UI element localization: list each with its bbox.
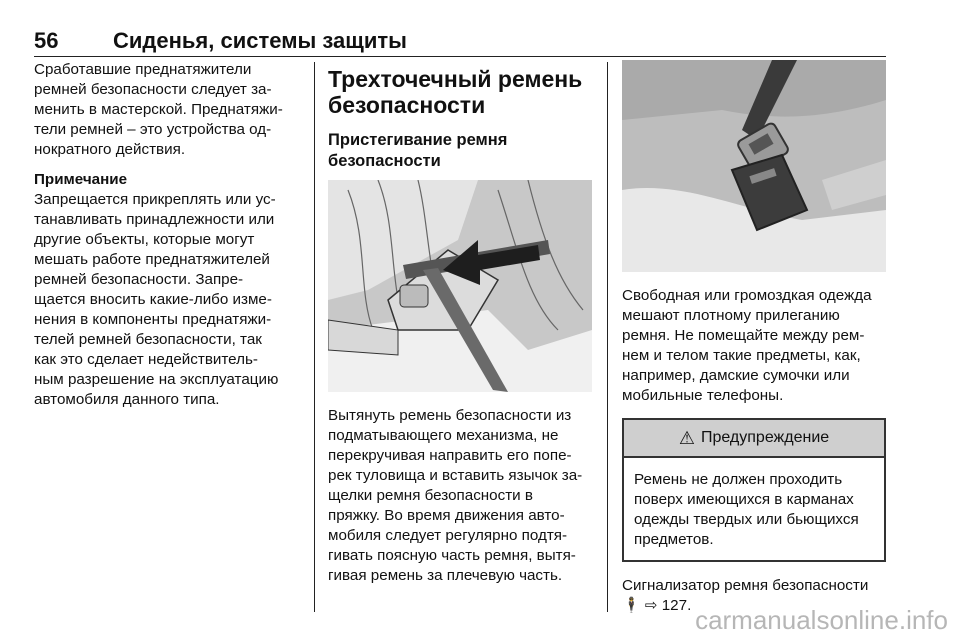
warning-text: Ремень не должен проходить поверх имеющихся в карманах одежды твердых или бьющихся предметов. (634, 471, 859, 548)
note-block (34, 170, 300, 410)
pretensioner-paragraph: Сработавшие преднатяжители ремней безопасности следует за- менить в мастерской. Преднатяжи- тели ремней – это устройства од- нократного действия. (34, 61, 283, 158)
watermark: carmanualsonline.info (695, 605, 948, 635)
column-divider (607, 62, 608, 612)
page-header (34, 20, 886, 57)
reference-page: 127. (661, 597, 692, 614)
belt-fastening-illustration (328, 180, 592, 392)
warning-header (624, 420, 884, 458)
note-text: Запрещается прикреплять или ус- танавливать принадлежности или другие объекты, которые могут мешать работе преднатяжителей ремней безопасности. Запре- щается вносить какие-либо изме- нения в компоненты преднатяжи- телей ремней безопасности, так как это сделает недействитель- ным разрешение на эксплуатацию автомобиля данного типа. (34, 191, 279, 408)
seatbelt-reminder-icon: 🕴 (622, 597, 641, 614)
fastening-subheading: Пристегивание ремня безопасности (328, 131, 508, 170)
warning-triangle-icon: ⚠ (678, 427, 695, 448)
buckle-tongue-illustration (622, 60, 886, 272)
page-number: 56 (34, 28, 59, 53)
section-title: Сиденья, системы защиты (113, 28, 407, 53)
column-divider (314, 62, 315, 612)
page-reference-arrow-icon: ⇨ (644, 597, 658, 614)
column-2 (328, 60, 592, 586)
clothing-advice: Свободная или громоздкая одежда мешают плотному прилеганию ремня. Не помещайте между рем- нем и телом такие предметы, как, например, дамские сумочки или мобильные телефоны. (622, 287, 872, 404)
note-title: Примечание (34, 171, 128, 188)
belt-reminder-reference: Сигнализатор ремня безопасности 🕴 ⇨ 127. (622, 577, 869, 614)
warning-box (622, 418, 886, 562)
warning-title: Предупреждение (700, 429, 830, 446)
column-3 (622, 60, 886, 616)
fastening-instructions: Вытянуть ремень безопасности из подматывающего механизма, не перекручивая направить его попе- рек туловища и вставить язычок за- щелки ремня безопасности в пряжку. Во время движения авто- мобиля следует регулярно подтя- гивать поясную часть ремня, вытя- гивая ремень за плечевую часть. (328, 407, 583, 584)
three-point-belt-heading: Трехточечный ремень безопасности (328, 66, 583, 118)
column-1 (34, 60, 300, 410)
